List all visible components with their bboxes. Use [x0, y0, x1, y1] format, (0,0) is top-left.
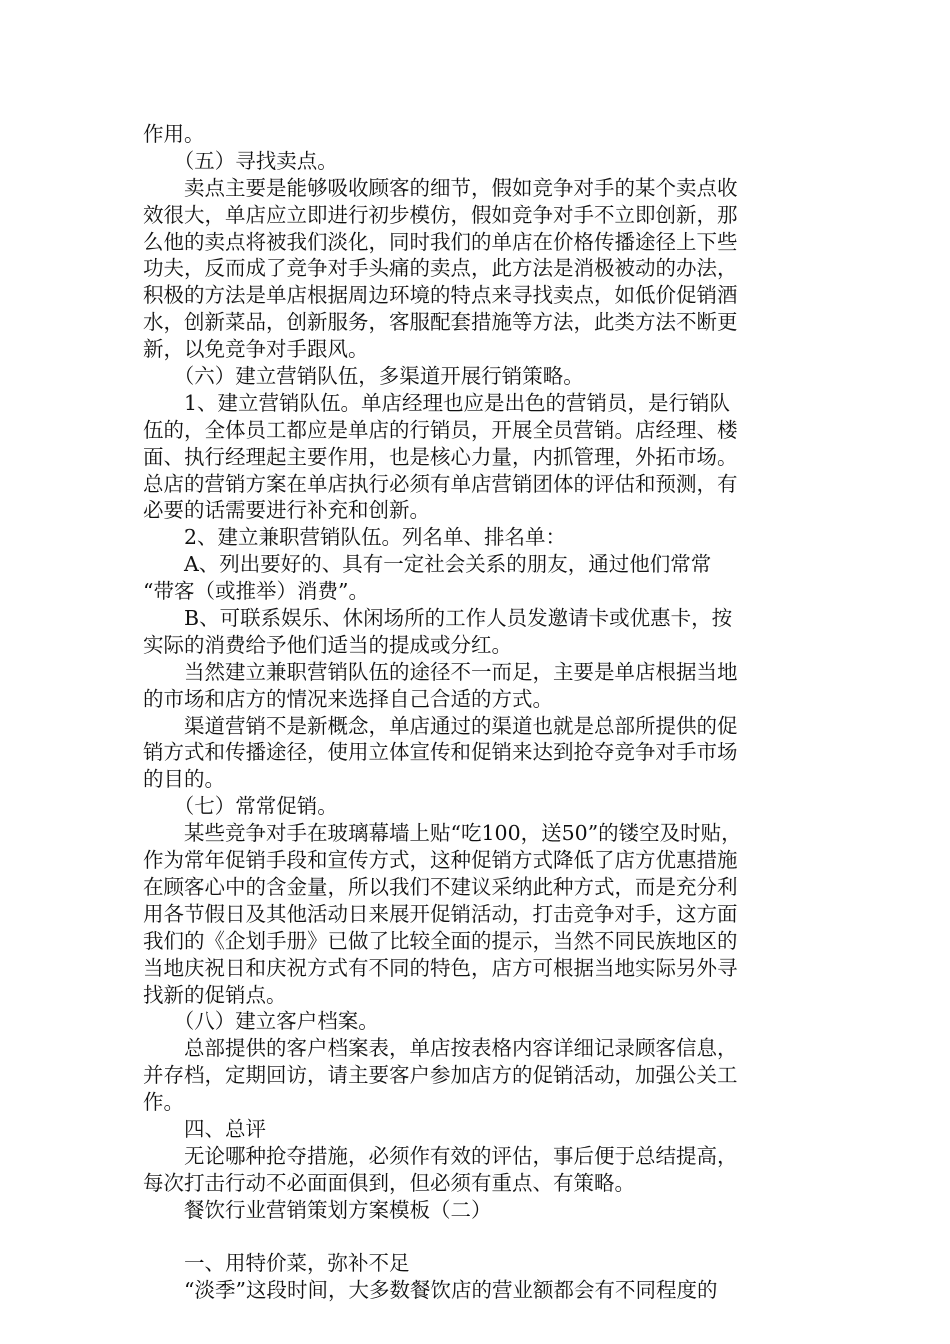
text-line: 无论哪种抢夺措施，必须作有效的评估，事后便于总结提高，: [143, 1143, 738, 1168]
text-line: 水，创新菜品，创新服务，客服配套措施等方法，此类方法不断更: [143, 310, 738, 335]
section-heading: （八）建立客户档案。: [143, 1009, 379, 1034]
text-line: “带客（或推举）消费”。: [143, 579, 369, 604]
text-line: 卖点主要是能够吸收顾客的细节，假如竞争对手的某个卖点收: [143, 175, 738, 200]
text-line: 2、建立兼职营销队伍。列名单、排名单：: [143, 525, 567, 550]
text-line: 新，以免竞争对手跟风。: [143, 337, 369, 362]
section-heading: （六）建立营销队伍，多渠道开展行销策略。: [143, 364, 584, 389]
document-page: [143, 121, 813, 1304]
text-line: 作用。: [143, 122, 205, 146]
text-line: 的市场和店方的情况来选择自己合适的方式。: [143, 686, 553, 711]
text-line: A、列出要好的、具有一定社会关系的朋友，通过他们常常: [143, 552, 712, 577]
text-line: 总店的营销方案在单店执行必须有单店营销团体的评估和预测，有: [143, 471, 738, 496]
text-line: 么他的卖点将被我们淡化，同时我们的单店在价格传播途径上下些: [143, 229, 738, 254]
section-heading: 四、总评: [143, 1116, 266, 1141]
text-line: 作。: [143, 1090, 184, 1115]
text-line: 效很大，单店应立即进行初步模仿，假如竞争对手不立即创新，那: [143, 202, 738, 227]
text-line: “淡季”这段时间，大多数餐饮店的营业额都会有不同程度的: [143, 1278, 718, 1303]
text-line: 1、建立营销队伍。单店经理也应是出色的营销员，是行销队: [143, 390, 731, 415]
text-line: 面、执行经理起主要作用，也是核心力量，内抓管理，外拓市场。: [143, 444, 738, 469]
text-line: 功夫，反而成了竞争对手头痛的卖点，此方法是消极被动的办法，: [143, 256, 738, 281]
text-line: 积极的方法是单店根据周边环境的特点来寻找卖点，如低价促销酒: [143, 283, 738, 308]
blank-line: [143, 1224, 813, 1251]
text-line: 实际的消费给予他们适当的提成或分红。: [143, 632, 512, 657]
text-line: 用各节假日及其他活动日来展开促销活动，打击竞争对手，这方面: [143, 901, 738, 926]
section-heading: （五）寻找卖点。: [143, 148, 338, 173]
text-line: 在顾客心中的含金量，所以我们不建议采纳此种方式，而是充分利: [143, 874, 738, 899]
text-line: 的目的。: [143, 767, 225, 792]
text-line: 某些竞争对手在玻璃幕墙上贴“吃100，送50”的镂空及时贴，: [143, 821, 742, 846]
text-line: 我们的《企划手册》已做了比较全面的提示，当然不同民族地区的: [143, 928, 738, 953]
text-line: 每次打击行动不必面面俱到，但必须有重点、有策略。: [143, 1170, 635, 1195]
text-line: 必要的话需要进行补充和创新。: [143, 498, 430, 523]
section-heading: （七）常常促销。: [143, 794, 338, 819]
text-line: B、可联系娱乐、休闲场所的工作人员发邀请卡或优惠卡，按: [143, 606, 733, 631]
text-line: 销方式和传播途径，使用立体宣传和促销来达到抢夺竞争对手市场: [143, 740, 738, 765]
text-line: 当然建立兼职营销队伍的途径不一而足，主要是单店根据当地: [143, 659, 738, 684]
text-line: 找新的促销点。: [143, 982, 287, 1007]
text-line: 并存档，定期回访，请主要客户参加店方的促销活动，加强公关工: [143, 1063, 738, 1088]
text-line: 渠道营销不是新概念，单店通过的渠道也就是总部所提供的促: [143, 713, 738, 738]
document-title: 餐饮行业营销策划方案模板（二）: [143, 1197, 492, 1222]
section-heading: 一、用特价菜，弥补不足: [143, 1251, 410, 1276]
text-line: 总部提供的客户档案表，单店按表格内容详细记录顾客信息，: [143, 1036, 738, 1061]
text-line: 伍的，全体员工都应是单店的行销员，开展全员营销。店经理、楼: [143, 417, 738, 442]
text-line: 当地庆祝日和庆祝方式有不同的特色，店方可根据当地实际另外寻: [143, 955, 738, 980]
text-line: 作为常年促销手段和宣传方式，这种促销方式降低了店方优惠措施: [143, 848, 738, 873]
